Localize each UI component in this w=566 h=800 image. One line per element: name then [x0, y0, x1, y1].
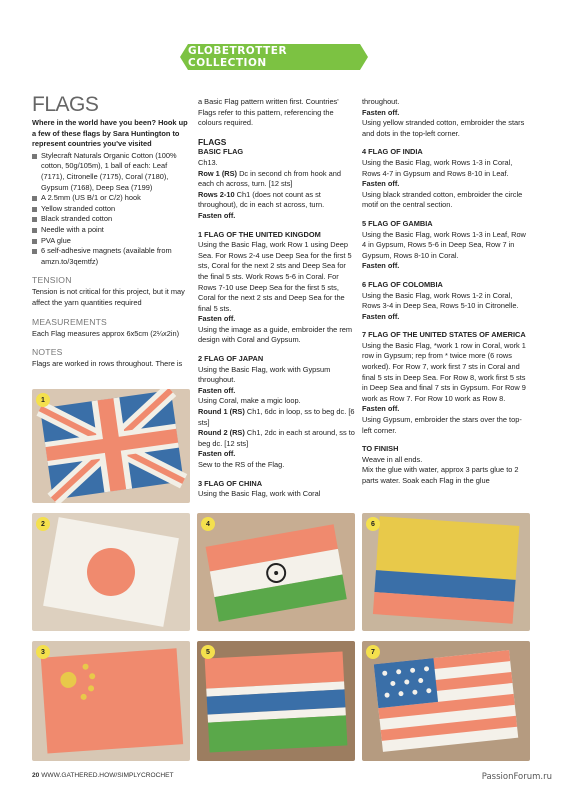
fasten-off: Fasten off. — [198, 449, 236, 459]
basic-rows2-10 — [198, 190, 355, 211]
list-item: Stylecraft Naturals Organic Cotton (100% cotton, 50g/105m), 1 ball of each: Leaf (7171), Citronelle (7175), Coral (7180), Gypsum (7168), Deep Sea (7199) — [32, 151, 188, 193]
usa-text-2: Using Gypsum, embroider the stars over the top-left corner. — [362, 415, 522, 435]
japan-text: Using the Basic Flag, work with Gypsum throughout. — [198, 364, 331, 385]
photo-japan-flag — [32, 513, 190, 631]
usa-text: Using the Basic Flag, *work 1 row in Coral, work 1 row in Gypsum; rep from * twice more (6 rows worked). For Row 7, work first 7 sts in Coral and final 5 sts in Deep Sea. For Row 8, work first 5 sts in Deep Sea and final 7 sts in Gypsum. For Row 9 work as Row 7. For Row 10 work as Row 8. — [362, 340, 526, 403]
china-heading: 3 FLAG OF CHINA — [198, 478, 263, 488]
fasten-off: Fasten off. — [362, 311, 400, 321]
page-title: FLAGS — [32, 93, 99, 116]
india-heading: 4 FLAG OF INDIA — [362, 147, 423, 157]
flags-heading: FLAGS — [198, 136, 227, 147]
tension-text: Tension is not critical for this project, but it may affect the yarn quantities required — [32, 287, 185, 307]
india-flag-image — [197, 513, 355, 631]
usa-heading: 7 FLAG OF THE UNITED STATES OF AMERICA — [362, 330, 526, 340]
column-3 — [362, 97, 530, 487]
japan-round2 — [198, 428, 355, 449]
page-footer — [32, 772, 174, 779]
japan-round1 — [198, 407, 355, 428]
photo-number: 6 — [366, 517, 380, 531]
photo-number: 3 — [36, 645, 50, 659]
colombia-text: Using the Basic Flag, work Rows 1-2 in Coral, Rows 3-4 in Deep Sea, Rows 5-10 in Citronelle. — [362, 290, 519, 311]
uk-text: Using the Basic Flag, work Row 1 using Deep Sea. For Rows 2-4 use Deep Sea for the first 5 sts, Coral for the next 2 sts and Deep Sea for the final 5 sts. Work Rows 5-6 in Coral. For Rows 7-10 use Deep Sea for the first 5 sts, Coral for the next 2 sts and Deep Sea for the final 5 sts. — [198, 240, 352, 313]
photo-uk-flag — [32, 389, 190, 503]
section-banner: GLOBETROTTER COLLECTION — [188, 44, 360, 70]
basic-row1 — [198, 169, 355, 190]
photo-china-flag — [32, 641, 190, 761]
photo-number: 7 — [366, 645, 380, 659]
gambia-flag-image — [197, 641, 355, 761]
photo-colombia-flag — [362, 513, 530, 631]
india-text: Using the Basic Flag, work Rows 1-3 in Coral, Rows 4-7 in Gypsum and Rows 8-10 in Leaf. — [362, 157, 513, 178]
finish-text-1: Weave in all ends. — [362, 454, 423, 464]
round-text: Ch1, 6dc in loop, ss to beg dc. [6 sts] — [198, 407, 355, 427]
fasten-off: Fasten off. — [362, 107, 400, 117]
row-label: Rows 2-10 — [198, 189, 235, 199]
finish-text-2: Mix the glue with water, approx 3 parts glue to 2 parts water. Soak each Flag in the glue — [362, 465, 519, 485]
measurements-heading: MEASUREMENTS — [32, 316, 107, 327]
measurements-text: Each Flag measures approx 6x5cm (2¼x2in) — [32, 328, 180, 338]
page-number: 20 — [32, 772, 40, 779]
row-text: Dc in second ch from hook and each ch across, turn. [12 sts] — [198, 168, 341, 189]
materials-list — [32, 151, 188, 268]
tension-heading: TENSION — [32, 275, 72, 286]
list-item: Yellow stranded cotton — [32, 204, 188, 215]
uk-text-2: Using the image as a guide, embroider the rem design with Coral and Gypsum. — [198, 324, 353, 345]
column-1 — [32, 94, 188, 370]
china-text-2: Using yellow stranded cotton, embroider the stars and dots in the top-left corner. — [362, 118, 525, 138]
gambia-heading: 5 FLAG OF GAMBIA — [362, 218, 433, 228]
usa-flag-image — [362, 641, 530, 761]
japan-heading: 2 FLAG OF JAPAN — [198, 354, 264, 364]
japan-text-2: Using Coral, make a mgic loop. — [198, 396, 301, 406]
round-label: Round 1 (RS) — [198, 407, 245, 417]
fasten-off: Fasten off. — [198, 314, 236, 324]
list-item: 6 self-adhesive magnets (available from amzn.to/3qemtfz) — [32, 246, 188, 267]
photo-number: 2 — [36, 517, 50, 531]
colombia-heading: 6 FLAG OF COLOMBIA — [362, 279, 443, 289]
photo-number: 1 — [36, 393, 50, 407]
footer-url[interactable]: WWW.GATHERED.HOW/SIMPLYCROCHET — [41, 772, 174, 779]
china-flag-image — [32, 641, 190, 761]
japan-flag-image — [32, 513, 190, 631]
watermark: PassionForum.ru — [481, 772, 552, 782]
intro-text: Where in the world have you been? Hook up a few of these flags by Sara Huntington to represent countries you've visited — [32, 118, 188, 149]
row-text: Ch1 (does not count as st throughout), dc in each st across, turn. — [198, 189, 325, 210]
notes-continued: a Basic Flag pattern written first. Countries' Flags refer to this pattern, referencing the colours required. — [198, 97, 339, 128]
finish-heading: TO FINISH — [362, 444, 399, 454]
fasten-off: Fasten off. — [198, 385, 236, 395]
fasten-off: Fasten off. — [198, 210, 236, 220]
photo-india-flag — [197, 513, 355, 631]
list-item: PVA glue — [32, 236, 188, 247]
photo-gambia-flag — [197, 641, 355, 761]
uk-heading: 1 FLAG OF THE UNITED KINGDOM — [198, 229, 321, 239]
list-item: A 2.5mm (US B/1 or C/2) hook — [32, 193, 188, 204]
basic-ch: Ch13. — [198, 157, 218, 167]
fasten-off: Fasten off. — [362, 179, 400, 189]
japan-text-3: Sew to the RS of the Flag. — [198, 460, 285, 469]
list-item: Needle with a point — [32, 225, 188, 236]
notes-text: Flags are worked in rows throughout. There is — [32, 359, 183, 369]
fasten-off: Fasten off. — [362, 404, 400, 414]
basic-flag-heading: BASIC FLAG — [198, 147, 244, 157]
fasten-off: Fasten off. — [362, 261, 400, 271]
uk-flag-image — [32, 389, 190, 503]
india-text-2: Using black stranded cotton, embroider the circle motif on the central section. — [362, 189, 523, 210]
round-text: Ch1, 2dc in each st around, ss to beg dc. [12 sts] — [198, 428, 355, 448]
column-2 — [198, 97, 355, 500]
gambia-text: Using the Basic Flag, work Rows 1-3 in Leaf, Row 4 in Gypsum, Rows 5-6 in Deep Sea, Row 7 in Gypsum, Rows 8-10 in Coral. — [362, 229, 526, 260]
colombia-flag-image — [362, 513, 530, 631]
row-label: Row 1 (RS) — [198, 168, 238, 178]
list-item: Black stranded cotton — [32, 214, 188, 225]
notes-heading: NOTES — [32, 347, 63, 358]
photo-number: 4 — [201, 517, 215, 531]
china-text: Using the Basic Flag, work with Coral — [198, 489, 321, 499]
photo-usa-flag — [362, 641, 530, 761]
round-label: Round 2 (RS) — [198, 428, 245, 438]
photo-number: 5 — [201, 645, 215, 659]
china-continued: throughout. — [362, 97, 400, 106]
